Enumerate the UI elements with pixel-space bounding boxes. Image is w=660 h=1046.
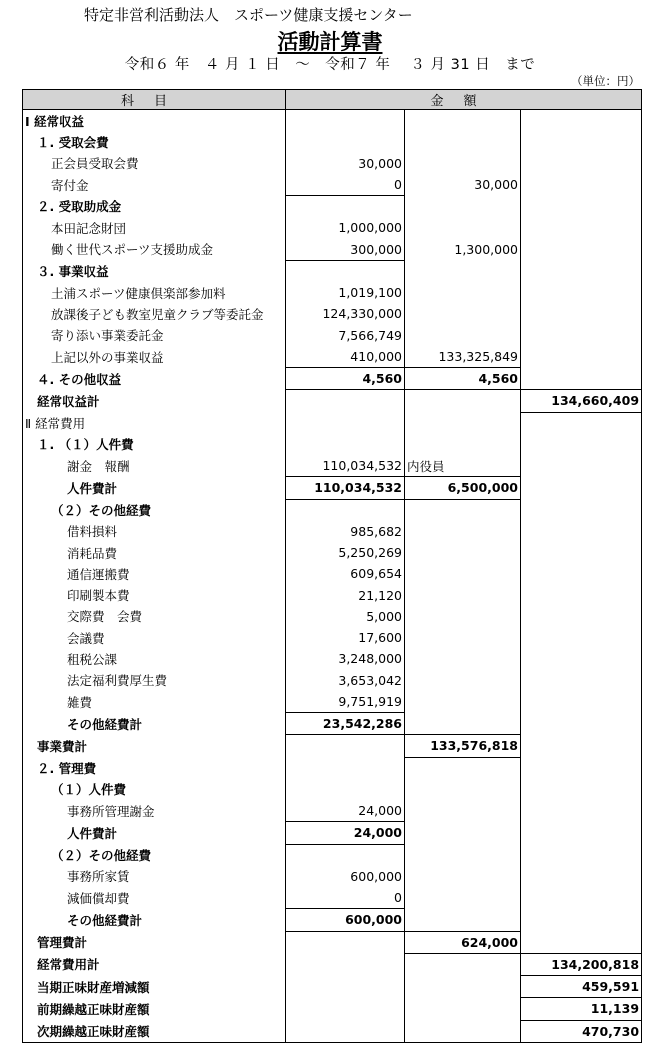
empty-cell [286, 757, 405, 779]
empty-cell [521, 521, 642, 542]
table-row [23, 648, 642, 669]
empty-cell [521, 585, 642, 606]
table-row [23, 585, 642, 606]
row-label: 本田記念財団 [23, 217, 286, 238]
empty-cell [521, 368, 642, 390]
row-label: 寄り添い事業委託金 [23, 325, 286, 346]
empty-cell [286, 779, 405, 800]
empty-cell [521, 931, 642, 953]
empty-cell [286, 196, 405, 218]
table-row [23, 174, 642, 196]
empty-cell [521, 909, 642, 931]
table-row [23, 800, 642, 822]
amount-col3: 134,200,818 [521, 953, 642, 975]
amount-col1: 3,248,000 [286, 648, 405, 669]
empty-cell [405, 153, 521, 174]
table-row [23, 131, 642, 152]
amount-col1: 24,000 [286, 822, 405, 844]
row-label: 経常収益計 [23, 390, 286, 412]
empty-cell [286, 412, 405, 434]
empty-cell [405, 585, 521, 606]
empty-cell [521, 303, 642, 324]
amount-col1: 1,019,100 [286, 282, 405, 303]
empty-cell [405, 800, 521, 822]
row-label: 減価償却費 [23, 887, 286, 909]
row-label: Ⅰ 経常収益 [23, 110, 286, 132]
row-label: 正会員受取会費 [23, 153, 286, 174]
empty-cell [521, 110, 642, 132]
empty-cell [521, 691, 642, 713]
table-row [23, 866, 642, 887]
table-row [23, 153, 642, 174]
amount-col1: 124,330,000 [286, 303, 405, 324]
amount-col3: 459,591 [521, 976, 642, 998]
row-label: ３. 事業収益 [23, 260, 286, 282]
empty-cell [286, 844, 405, 866]
amount-col1: 1,000,000 [286, 217, 405, 238]
row-label: 管理費計 [23, 931, 286, 953]
table-row [23, 477, 642, 499]
document-title-text: 活動計算書 [277, 30, 383, 54]
row-label: 上記以外の事業収益 [23, 346, 286, 368]
row-label: 前期繰越正味財産額 [23, 998, 286, 1020]
amount-col1: 4,560 [286, 368, 405, 390]
empty-cell [405, 1020, 521, 1042]
row-label: （１）人件費 [23, 779, 286, 800]
empty-cell [405, 822, 521, 844]
amount-col1: 5,250,269 [286, 542, 405, 563]
empty-cell [405, 757, 521, 779]
table-row [23, 757, 642, 779]
empty-cell [286, 931, 405, 953]
empty-cell [521, 844, 642, 866]
empty-cell [521, 648, 642, 669]
amount-col1: 24,000 [286, 800, 405, 822]
amount-col2: 30,000 [405, 174, 521, 196]
empty-cell [521, 779, 642, 800]
table-row [23, 976, 642, 998]
table-row [23, 670, 642, 691]
table-row [23, 542, 642, 563]
table-row [23, 260, 642, 282]
amount-col1: 0 [286, 887, 405, 909]
row-label: その他経費計 [23, 909, 286, 931]
empty-cell [521, 563, 642, 584]
amount-col1: 7,566,749 [286, 325, 405, 346]
empty-cell [405, 648, 521, 669]
table-row [23, 953, 642, 975]
empty-cell [405, 691, 521, 713]
table-row [23, 499, 642, 521]
empty-cell [521, 131, 642, 152]
empty-cell [405, 998, 521, 1020]
empty-cell [286, 434, 405, 455]
amount-col3: 134,660,409 [521, 390, 642, 412]
empty-cell [405, 217, 521, 238]
amount-col1: 300,000 [286, 239, 405, 261]
empty-cell [286, 735, 405, 757]
amount-col1: 30,000 [286, 153, 405, 174]
row-label: 事務所家賃 [23, 866, 286, 887]
empty-cell [286, 131, 405, 152]
empty-cell [286, 499, 405, 521]
amount-col1: 985,682 [286, 521, 405, 542]
empty-cell [521, 713, 642, 735]
empty-cell [405, 909, 521, 931]
table-row [23, 282, 642, 303]
table-row [23, 713, 642, 735]
row-label: 印刷製本費 [23, 585, 286, 606]
amount-col2: 133,576,818 [405, 735, 521, 757]
empty-cell [521, 412, 642, 434]
amount-col2: 1,300,000 [405, 239, 521, 261]
row-label: 謝金 報酬 [23, 455, 286, 477]
empty-cell [521, 239, 642, 261]
empty-cell [405, 779, 521, 800]
amount-col1: 0 [286, 174, 405, 196]
empty-cell [286, 1020, 405, 1042]
amount-col1: 9,751,919 [286, 691, 405, 713]
empty-cell [521, 455, 642, 477]
empty-cell [405, 563, 521, 584]
empty-cell [521, 217, 642, 238]
table-row [23, 455, 642, 477]
table-row [23, 368, 642, 390]
empty-cell [521, 757, 642, 779]
row-label: 寄付金 [23, 174, 286, 196]
empty-cell [521, 434, 642, 455]
empty-cell [521, 542, 642, 563]
row-label: 土浦スポーツ健康倶楽部参加料 [23, 282, 286, 303]
amount-col1: 5,000 [286, 606, 405, 627]
empty-cell [521, 153, 642, 174]
empty-cell [521, 627, 642, 648]
table-row [23, 521, 642, 542]
empty-cell [405, 866, 521, 887]
activity-statement-table [22, 89, 642, 1043]
table-row [23, 822, 642, 844]
row-label: 事務所管理謝金 [23, 800, 286, 822]
document-title [0, 26, 660, 56]
amount-col1: 110,034,532 [286, 455, 405, 477]
table-body [23, 110, 642, 1043]
row-label: 事業費計 [23, 735, 286, 757]
row-label: １. 受取会費 [23, 131, 286, 152]
table-row [23, 606, 642, 627]
subject-column-header: 科目 [23, 90, 286, 110]
amount-col1: 410,000 [286, 346, 405, 368]
empty-cell [405, 713, 521, 735]
empty-cell [405, 303, 521, 324]
row-label: 借料損料 [23, 521, 286, 542]
amount-col2: 133,325,849 [405, 346, 521, 368]
empty-cell [405, 953, 521, 975]
row-label: 次期繰越正味財産額 [23, 1020, 286, 1042]
empty-cell [286, 976, 405, 998]
row-label: 消耗品費 [23, 542, 286, 563]
empty-cell [521, 477, 642, 499]
empty-cell [405, 390, 521, 412]
table-row [23, 325, 642, 346]
empty-cell [405, 521, 521, 542]
amount-col3: 11,139 [521, 998, 642, 1020]
row-label: 雑費 [23, 691, 286, 713]
table-row [23, 627, 642, 648]
fiscal-period: 令和６ 年 ４ 月 １ 日 ～ 令和７ 年 ３ 月 31 日 まで [124, 57, 536, 73]
empty-cell [405, 976, 521, 998]
row-label: Ⅱ 経常費用 [23, 412, 286, 434]
empty-cell [521, 866, 642, 887]
amount-column-header: 金額 [286, 90, 642, 110]
table-row [23, 563, 642, 584]
empty-cell [521, 346, 642, 368]
row-label: 放課後子ども教室児童クラブ等委託金 [23, 303, 286, 324]
row-label: 法定福利費厚生費 [23, 670, 286, 691]
empty-cell [521, 822, 642, 844]
empty-cell [521, 800, 642, 822]
row-label: ２. 受取助成金 [23, 196, 286, 218]
empty-cell [521, 325, 642, 346]
table-row [23, 390, 642, 412]
empty-cell [286, 998, 405, 1020]
empty-cell [405, 627, 521, 648]
empty-cell [521, 174, 642, 196]
row-label: ２. 管理費 [23, 757, 286, 779]
amount-col1: 110,034,532 [286, 477, 405, 499]
table-row [23, 909, 642, 931]
row-label: 人件費計 [23, 822, 286, 844]
empty-cell [405, 499, 521, 521]
empty-cell [405, 606, 521, 627]
table-row [23, 346, 642, 368]
table-row [23, 779, 642, 800]
empty-cell [521, 606, 642, 627]
empty-cell [405, 542, 521, 563]
row-label: 会議費 [23, 627, 286, 648]
empty-cell [521, 670, 642, 691]
table-row [23, 412, 642, 434]
amount-col2: 4,560 [405, 368, 521, 390]
table-header-row [23, 90, 642, 110]
table-row [23, 844, 642, 866]
empty-cell [405, 131, 521, 152]
empty-cell [405, 260, 521, 282]
amount-col1: 600,000 [286, 909, 405, 931]
empty-cell [286, 390, 405, 412]
amount-col1: 23,542,286 [286, 713, 405, 735]
row-label: （２）その他経費 [23, 499, 286, 521]
row-label: （２）その他経費 [23, 844, 286, 866]
empty-cell [521, 735, 642, 757]
empty-cell [405, 325, 521, 346]
amount-col1: 17,600 [286, 627, 405, 648]
table-row [23, 110, 642, 132]
row-label: 通信運搬費 [23, 563, 286, 584]
empty-cell [286, 110, 405, 132]
empty-cell [521, 260, 642, 282]
amount-col1: 3,653,042 [286, 670, 405, 691]
table-row [23, 1020, 642, 1042]
amount-col1: 609,654 [286, 563, 405, 584]
table-row [23, 735, 642, 757]
row-label: 働く世代スポーツ支援助成金 [23, 239, 286, 261]
amount-col1: 600,000 [286, 866, 405, 887]
row-note: 内役員 [405, 455, 521, 477]
row-label: 交際費 会費 [23, 606, 286, 627]
table-row [23, 239, 642, 261]
empty-cell [405, 670, 521, 691]
row-label: 人件費計 [23, 477, 286, 499]
empty-cell [286, 260, 405, 282]
table-row [23, 303, 642, 324]
currency-unit: （単位：円） [571, 74, 640, 88]
empty-cell [405, 282, 521, 303]
empty-cell [521, 499, 642, 521]
empty-cell [405, 412, 521, 434]
amount-col1: 21,120 [286, 585, 405, 606]
row-label: １. （１）人件費 [23, 434, 286, 455]
table-row [23, 691, 642, 713]
row-label: 経常費用計 [23, 953, 286, 975]
row-label: 当期正味財産増減額 [23, 976, 286, 998]
row-label: ４. その他収益 [23, 368, 286, 390]
row-label: その他経費計 [23, 713, 286, 735]
empty-cell [405, 110, 521, 132]
table-row [23, 931, 642, 953]
table-row [23, 196, 642, 218]
organization-name: 特定非営利活動法人 スポーツ健康支援センター [84, 6, 413, 24]
amount-col2: 624,000 [405, 931, 521, 953]
table-row [23, 434, 642, 455]
empty-cell [405, 196, 521, 218]
amount-col3: 470,730 [521, 1020, 642, 1042]
empty-cell [521, 282, 642, 303]
table-row [23, 887, 642, 909]
row-label: 租税公課 [23, 648, 286, 669]
empty-cell [521, 196, 642, 218]
table-row [23, 217, 642, 238]
empty-cell [286, 953, 405, 975]
table-row [23, 998, 642, 1020]
amount-col2: 6,500,000 [405, 477, 521, 499]
empty-cell [521, 887, 642, 909]
empty-cell [405, 844, 521, 866]
empty-cell [405, 887, 521, 909]
empty-cell [405, 434, 521, 455]
